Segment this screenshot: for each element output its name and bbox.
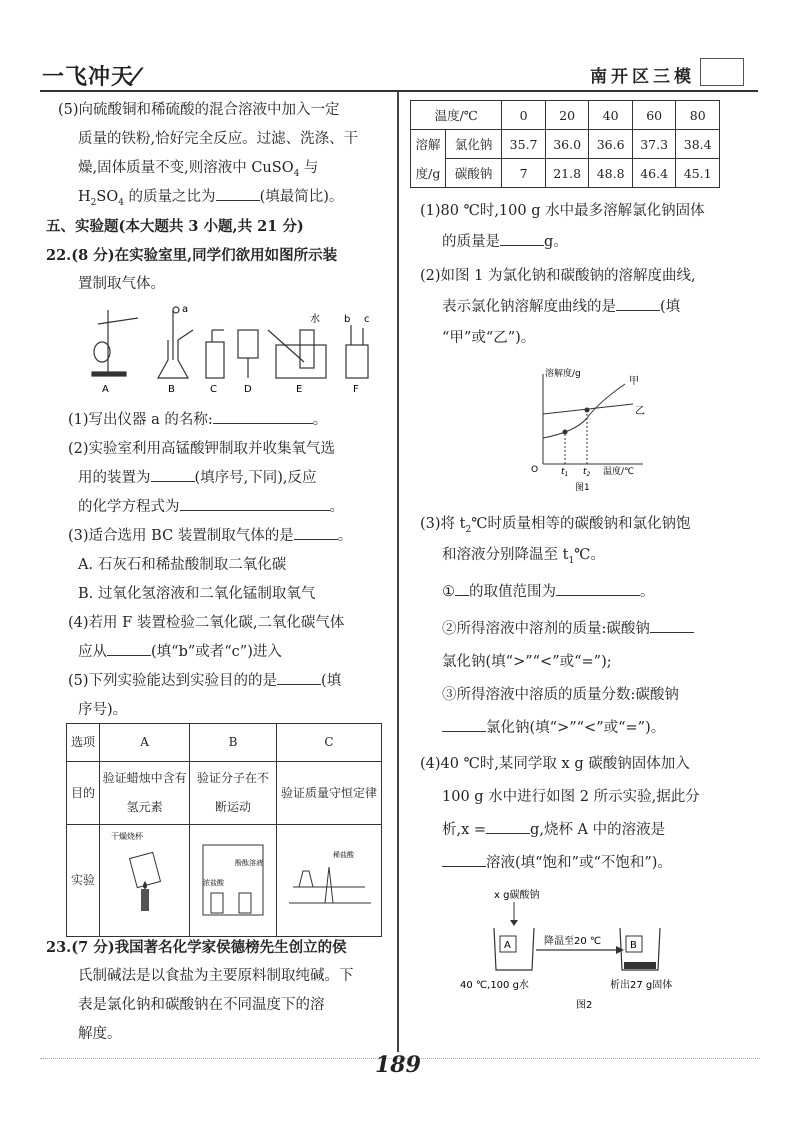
label-E: E bbox=[296, 384, 303, 395]
bottle-f bbox=[346, 345, 368, 378]
na2co3-60: 46.4 bbox=[632, 159, 676, 188]
q22-stem1: 22.(8 分)在实验室里,同学们欲用如图所示装 bbox=[46, 247, 338, 264]
fig2-left-caption: 40 ℃,100 g水 bbox=[460, 980, 529, 991]
r-q3b: 和溶液分别降温至 $t_1℃$。 bbox=[442, 547, 605, 566]
q22-p3: (3)适合选用 BC 装置制取气体的是 。 bbox=[68, 522, 352, 551]
q23-line1: 23.(7 分)我国著名化学家侯德榜先生创立的侯 bbox=[46, 939, 347, 956]
figure-2 bbox=[440, 884, 700, 1014]
answer-blank[interactable] bbox=[486, 819, 530, 834]
header-badge bbox=[700, 58, 744, 86]
q22-p1: (1)写出仪器 a 的名称: 。 bbox=[68, 406, 327, 435]
series-title: 南开区三模 bbox=[590, 67, 695, 87]
r-q3-2a: ②所得溶液中溶剂的质量:碳酸钠 bbox=[442, 615, 694, 644]
bottle-c bbox=[206, 342, 224, 378]
label-b: b bbox=[344, 314, 351, 325]
fig-b-label1: 浓盐酸 bbox=[203, 879, 225, 887]
q21-line4: $H_2SO_4$ 的质量之比为 (填最简比)。 bbox=[78, 183, 343, 218]
apparatus-figure bbox=[78, 300, 378, 395]
r-q4a: (4)40 ℃时,某同学取 x g 碳酸钠固体加入 bbox=[420, 756, 690, 772]
label-D: D bbox=[244, 384, 252, 395]
r-q4e: 溶液(填“饱和”或“不饱和”)。 bbox=[442, 849, 672, 878]
fig1-ylabel: 溶解度/g bbox=[545, 369, 581, 379]
experiment-table bbox=[66, 723, 382, 937]
fig2-arrow-label: 降温至20 ℃ bbox=[544, 936, 602, 947]
na2co3-label: 碳酸钠 bbox=[446, 159, 502, 188]
stand-base bbox=[92, 372, 126, 376]
answer-blank[interactable] bbox=[213, 409, 313, 424]
candle bbox=[141, 889, 149, 911]
answer-blank[interactable] bbox=[277, 670, 321, 685]
temp-0: 0 bbox=[502, 101, 546, 130]
fig-a-label: 干燥烧杯 bbox=[110, 832, 143, 841]
q22-p2a: (2)实验室利用高锰酸钾制取并收集氧气选 bbox=[68, 441, 336, 457]
q21-line3: 燥,固体质量不变,则溶液中 CuSO$_4$ 与 bbox=[78, 160, 319, 179]
r-q2c: “甲”或“乙”)。 bbox=[442, 330, 536, 346]
purpose-A: 验证蜡烛中含有氢元素 bbox=[100, 762, 190, 825]
fig1-t2: $t_2$ bbox=[583, 467, 591, 478]
r-q1b: 的质量是 g。 bbox=[442, 228, 568, 257]
q21-line1: (5)向硫酸铜和稀硫酸的混合溶液中加入一定 bbox=[58, 102, 340, 118]
na2co3-80: 45.1 bbox=[676, 159, 720, 188]
answer-blank[interactable] bbox=[500, 231, 544, 246]
temp-40: 40 bbox=[589, 101, 633, 130]
q22-p4a: (4)若用 F 装置检验二氧化碳,二氧化碳气体 bbox=[68, 615, 345, 631]
table-header-A: A bbox=[100, 724, 190, 762]
r-q3-3a: ③所得溶液中溶质的质量分数:碳酸钠 bbox=[442, 687, 679, 703]
answer-blank[interactable] bbox=[216, 186, 260, 201]
label-a: a bbox=[182, 304, 189, 315]
r-q3-3b: 氯化钠(填“>”“<”或“=”)。 bbox=[442, 714, 665, 743]
precipitate bbox=[624, 962, 656, 969]
answer-blank[interactable] bbox=[650, 618, 694, 633]
temp-80: 80 bbox=[676, 101, 720, 130]
nacl-0: 35.7 bbox=[502, 130, 546, 159]
answer-blank[interactable] bbox=[556, 581, 640, 596]
exp-fig-C bbox=[276, 825, 381, 937]
q21-line2: 质量的铁粉,恰好完全反应。过滤、洗涤、干 bbox=[78, 131, 359, 147]
answer-blank[interactable] bbox=[455, 581, 469, 596]
fig-b-label2: 酚酞溶液 bbox=[235, 859, 264, 867]
column-divider bbox=[397, 92, 399, 1052]
r-q3-1: ① 的取值范围为 。 bbox=[442, 578, 655, 607]
bottle-d bbox=[238, 330, 258, 358]
q22-p5c: 序号)。 bbox=[78, 702, 128, 718]
answer-blank[interactable] bbox=[442, 852, 486, 867]
r-q4c: 析,x = g,烧杯 A 中的溶液是 bbox=[442, 816, 665, 845]
fig-c-label: 稀盐酸 bbox=[332, 851, 354, 859]
nacl-60: 37.3 bbox=[632, 130, 676, 159]
fig2-A: A bbox=[504, 940, 511, 951]
r-q1a: (1)80 ℃时,100 g 水中最多溶解氯化钠固体 bbox=[420, 203, 705, 219]
curve-jia bbox=[543, 384, 625, 438]
purpose-C: 验证质量守恒定律 bbox=[276, 762, 381, 825]
answer-blank[interactable] bbox=[442, 717, 486, 732]
answer-blank[interactable] bbox=[151, 467, 195, 482]
header-rule bbox=[40, 90, 758, 92]
q23-line2: 氏制碱法是以食盐为主要原料制取纯碱。下 bbox=[78, 968, 354, 984]
label-water: 水 bbox=[310, 314, 320, 325]
label-F: F bbox=[353, 384, 359, 395]
table-header-B: B bbox=[190, 724, 277, 762]
fig1-xlabel: 温度/℃ bbox=[603, 467, 635, 477]
q23-line3: 表是氯化钠和碳酸钠在不同温度下的溶 bbox=[78, 997, 325, 1013]
q22-p4b: 应从 (填“b”或者“c”)进入 bbox=[78, 638, 282, 667]
fig1-origin: O bbox=[531, 465, 539, 475]
q22-p2d: 的化学方程式为 。 bbox=[78, 493, 344, 522]
point-t1 bbox=[563, 430, 568, 435]
na2co3-20: 21.8 bbox=[545, 159, 589, 188]
purpose-B: 验证分子在不断运动 bbox=[190, 762, 277, 825]
q23-line4: 解度。 bbox=[78, 1026, 122, 1042]
solubility-curve-figure bbox=[525, 366, 655, 494]
table-row-experiment: 实验 bbox=[67, 825, 100, 937]
brand-logo: 一飞冲天⁄ bbox=[42, 65, 139, 90]
q22-p5a: (5)下列实验能达到实验目的的是 (填 bbox=[68, 667, 341, 696]
point-t2 bbox=[585, 408, 590, 413]
q22-p2b: 用的装置为 (填序号,下同),反应 bbox=[78, 464, 317, 493]
table-row-purpose: 目的 bbox=[67, 762, 100, 825]
table-header-C: C bbox=[276, 724, 381, 762]
na2co3-0: 7 bbox=[502, 159, 546, 188]
solubility-table bbox=[410, 100, 720, 188]
nacl-80: 38.4 bbox=[676, 130, 720, 159]
exp-fig-A bbox=[100, 825, 190, 937]
fig1-jia: 甲 bbox=[629, 376, 639, 387]
fig2-right-caption: 析出27 g固体 bbox=[610, 980, 673, 991]
fig2-B: B bbox=[630, 940, 637, 951]
q22-p3-optB: B. 过氧化氢溶液和二氧化锰制取氧气 bbox=[78, 586, 316, 602]
label-A: A bbox=[102, 384, 109, 395]
answer-blank[interactable] bbox=[616, 296, 660, 311]
fig1-t1: $t_1$ bbox=[561, 467, 569, 478]
page-number: 189 bbox=[375, 1052, 421, 1078]
answer-blank[interactable] bbox=[107, 641, 151, 656]
temp-60: 60 bbox=[632, 101, 676, 130]
q22-p3-optA: A. 石灰石和稀盐酸制取二氧化碳 bbox=[78, 557, 287, 573]
table-header-option: 选项 bbox=[67, 724, 100, 762]
fig2-top: x g碳酸钠 bbox=[494, 890, 540, 901]
trough-e bbox=[276, 345, 326, 378]
fig1-caption: 图1 bbox=[575, 483, 590, 493]
label-B: B bbox=[168, 384, 175, 395]
nacl-label: 氯化钠 bbox=[446, 130, 502, 159]
answer-blank[interactable] bbox=[294, 525, 338, 540]
label-C: C bbox=[210, 384, 217, 395]
q22-stem2: 置制取气体。 bbox=[78, 276, 165, 292]
tube-a bbox=[98, 318, 138, 324]
fig2-caption: 图2 bbox=[576, 1000, 593, 1011]
answer-blank[interactable] bbox=[180, 496, 330, 511]
section-title: 五、实验题(本大题共 3 小题,共 21 分) bbox=[46, 218, 304, 235]
r-q4b: 100 g 水中进行如图 2 所示实验,据此分 bbox=[442, 789, 700, 805]
nacl-20: 36.0 bbox=[545, 130, 589, 159]
fig1-yi: 乙 bbox=[635, 406, 645, 417]
solubility-label-2: 度/g bbox=[411, 159, 446, 188]
temp-header: 温度/℃ bbox=[411, 101, 502, 130]
r-q2a: (2)如图 1 为氯化钠和碳酸钠的溶解度曲线, bbox=[420, 268, 696, 284]
solubility-label-1: 溶解 bbox=[411, 130, 446, 159]
temp-20: 20 bbox=[545, 101, 589, 130]
exp-fig-B bbox=[190, 825, 277, 937]
nacl-40: 36.6 bbox=[589, 130, 633, 159]
na2co3-40: 48.8 bbox=[589, 159, 633, 188]
r-q3-2b: 氯化钠(填“>”“<”或“=”); bbox=[442, 654, 612, 670]
label-c: c bbox=[364, 314, 370, 325]
r-q2b: 表示氯化钠溶解度曲线的是 (填 bbox=[442, 293, 680, 322]
r-q3a: (3)将 $t_2℃$时质量相等的碳酸钠和氯化钠饱 bbox=[420, 516, 691, 535]
